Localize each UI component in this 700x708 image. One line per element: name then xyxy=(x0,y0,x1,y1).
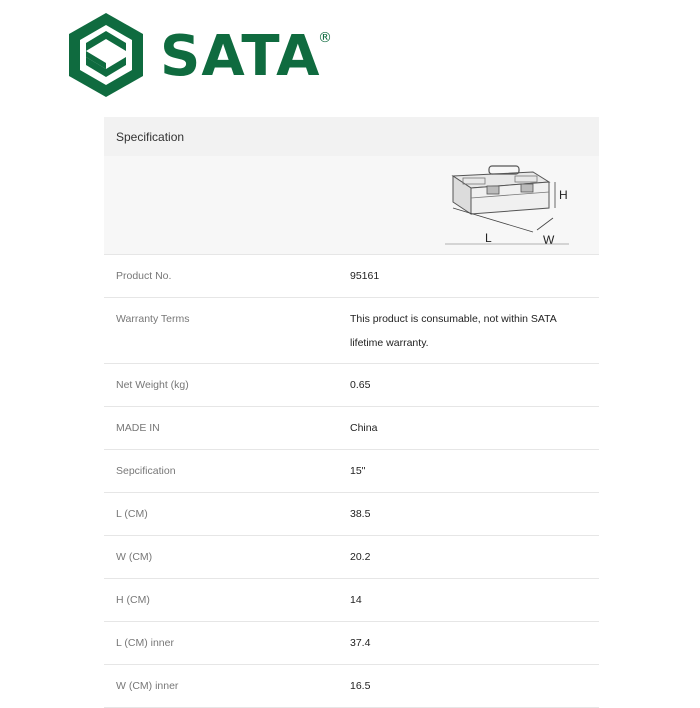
sata-logo-icon xyxy=(66,11,146,99)
spec-label: Product No. xyxy=(116,270,172,282)
brand-logo xyxy=(66,10,321,100)
spec-value: 37.4 xyxy=(350,637,371,649)
registered-mark: ® xyxy=(318,30,332,46)
toolbox-dimension-diagram xyxy=(441,164,571,246)
spec-row-warranty-terms xyxy=(104,298,599,364)
spec-label: L (CM) xyxy=(116,508,148,520)
spec-label: H (CM) xyxy=(116,594,150,606)
toolbox-diagram-row xyxy=(104,156,599,255)
spec-row-length-inner xyxy=(104,622,599,665)
spec-label: Sepcification xyxy=(116,465,176,477)
spec-row-width-inner xyxy=(104,665,599,708)
spec-label: W (CM) xyxy=(116,551,153,563)
spec-value: 20.2 xyxy=(350,551,371,563)
spec-value: 0.65 xyxy=(350,379,371,391)
specification-table xyxy=(104,117,599,708)
spec-label: MADE IN xyxy=(116,422,160,434)
spec-label: W (CM) inner xyxy=(116,680,179,692)
length-label: L xyxy=(485,231,492,245)
spec-value: 16.5 xyxy=(350,680,371,692)
spec-row-width xyxy=(104,536,599,579)
spec-value: China xyxy=(350,422,378,434)
spec-value: 14 xyxy=(350,594,362,606)
height-label: H xyxy=(559,188,568,202)
spec-value: This product is consumable, not within SATA lifetime warranty. xyxy=(350,313,557,349)
brand-name: SATA xyxy=(160,24,321,89)
spec-row-specification xyxy=(104,450,599,493)
spec-value: 15" xyxy=(350,465,366,477)
spec-label: Warranty Terms xyxy=(116,313,190,325)
width-label: W xyxy=(543,233,555,246)
spec-row-product-no xyxy=(104,255,599,298)
spec-label: L (CM) inner xyxy=(116,637,174,649)
spec-value: 38.5 xyxy=(350,508,371,520)
spec-label: Net Weight (kg) xyxy=(116,379,189,391)
spec-row-height xyxy=(104,579,599,622)
spec-row-length xyxy=(104,493,599,536)
specification-header: Specification xyxy=(104,117,599,156)
spec-value: 95161 xyxy=(350,270,380,282)
spec-row-net-weight xyxy=(104,364,599,407)
spec-row-made-in xyxy=(104,407,599,450)
